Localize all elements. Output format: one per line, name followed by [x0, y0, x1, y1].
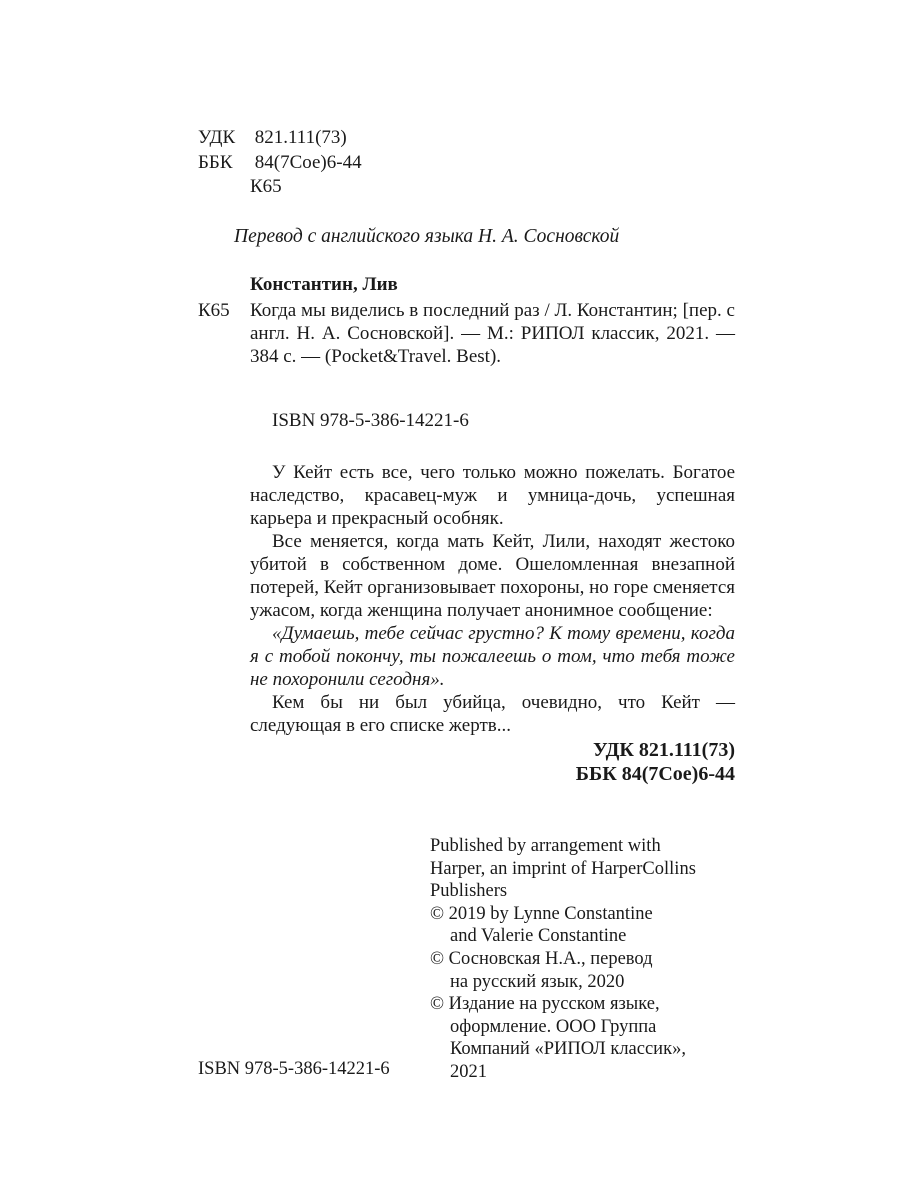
copyright-1b: and Valerie Constantine [450, 926, 627, 947]
annotation-paragraph-1: У Кейт есть все, чего только можно пожелать. Богатое наследство, красавец-муж и умница-дочь, успешная карьера и прекрасный особняк. [250, 462, 735, 529]
bottom-isbn: ISBN 978-5-386-14221-6 [198, 1059, 390, 1079]
publisher-line-1: Published by arrangement with [430, 836, 661, 856]
entry-mark: К65 [198, 300, 230, 321]
classification-udk: УДК 821.111(73) [592, 739, 735, 761]
copyright-1a: © 2019 by Lynne Constantine [430, 903, 653, 924]
copyright-3d: 2021 [450, 1061, 487, 1082]
copyright-3c: Компаний «РИПОЛ классик», [450, 1039, 686, 1060]
publisher-line-3: Publishers [430, 881, 508, 902]
bbk-line [198, 151, 362, 174]
udk-line [198, 126, 347, 149]
classification-bbk: ББК 84(7Сое)6-44 [575, 763, 735, 785]
udk-label: УДК [198, 127, 236, 148]
bbk-value: 84(7Сое)6-44 [254, 152, 362, 173]
entry-isbn: ISBN 978-5-386-14221-6 [272, 410, 469, 431]
annotation-quote: «Думаешь, тебе сейчас грустно? К тому времени, когда я с тобой покончу, ты пожалеешь о том, что тебя тоже не похоронили сегодня». [250, 623, 735, 690]
publisher-line-2: Harper, an imprint of HarperCollins [430, 858, 696, 879]
author-mark-header: К65 [250, 176, 282, 197]
publisher-block [430, 835, 750, 1084]
annotation-paragraph-2: Все меняется, когда мать Кейт, Лили, находят жестоко убитой в собственном доме. Ошеломленная внезапной потерей, Кейт организовывает похороны, но горе сменяется ужасом, когда женщина получает анонимное сообщение: [250, 531, 735, 621]
translation-note: Перевод с английского языка Н. А. Сосновской [234, 226, 620, 247]
copyright-3a: © Издание на русском языке, [430, 994, 660, 1015]
author-heading: Константин, Лив [250, 274, 398, 295]
copyright-2b: на русский язык, 2020 [450, 971, 625, 992]
bbk-label: ББК [198, 152, 233, 173]
classification-right [576, 738, 735, 786]
annotation [250, 461, 735, 737]
annotation-paragraph-3: Кем бы ни был убийца, очевидно, что Кейт — следующая в его списке жертв... [250, 692, 735, 736]
citation: Когда мы виделись в последний раз / Л. Константин; [пер. с англ. Н. А. Сосновской]. — М.: РИПОЛ классик, 2021. — 384 с. — (Pocket&Travel. Best). [250, 300, 735, 367]
udk-value: 821.111(73) [254, 127, 347, 148]
copyright-3b: оформление. ООО Группа [450, 1016, 657, 1037]
copyright-2a: © Сосновская Н.А., перевод [430, 948, 653, 969]
